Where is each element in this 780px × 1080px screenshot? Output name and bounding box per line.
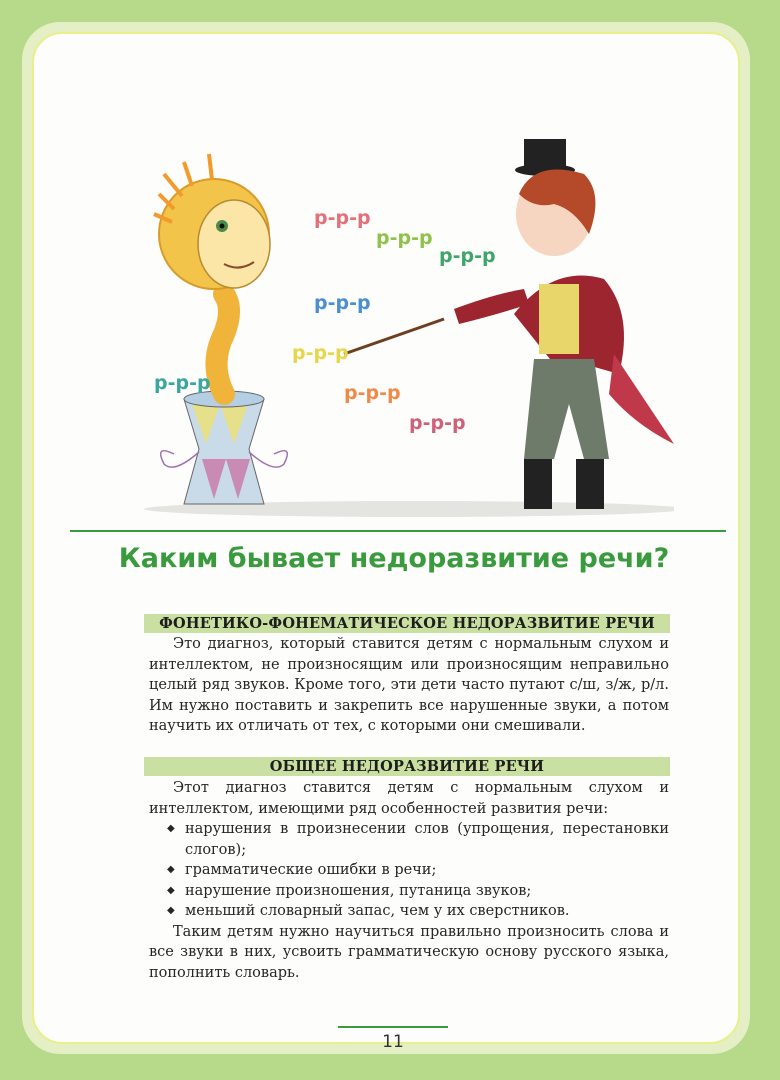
section-text-general [149, 778, 669, 983]
question-mark-character [154, 154, 270, 394]
section-text-phonetic [149, 634, 669, 737]
drum-pedestal [161, 391, 288, 504]
paragraph: Это диагноз, который ставится детям с нормальным слухом и интеллектом, не произносящим или произносящим неправильно целый ряд звуков. Кроме того, эти дети часто путают с/ш, з/ж, р/л. Им нужно поставить и закрепить все нарушенные звуки, а потом научить их отличать от тех, с которыми они смешивали. [149, 636, 669, 734]
paragraph: Этот диагноз ставится детям с нормальным слухом и интеллектом, имеющими ряд особенностей развития речи: [149, 780, 669, 817]
page-sheet [32, 32, 740, 1052]
page-number: 11 [382, 1032, 404, 1052]
list-item: ◆ нарушение произношения, путаница звуков; [185, 881, 669, 902]
section-heading-phonetic: ФОНЕТИКО-ФОНЕМАТИЧЕСКОЕ НЕДОРАЗВИТИЕ РЕЧИ [144, 614, 670, 633]
sound-text: р-р-р [314, 292, 371, 314]
sound-text: р-р-р [154, 372, 211, 394]
bullet-list [149, 819, 669, 922]
paragraph: Таким детям нужно научиться правильно произносить слова и все звуки в них, усвоить грамматическую основу русского языка, пополнить словарь. [149, 923, 669, 981]
page-title: Каким бывает недоразвитие речи? [118, 543, 670, 574]
sound-text: р-р-р [344, 382, 401, 404]
sound-text: р-р-р [314, 207, 371, 229]
ringmaster-character [344, 139, 674, 509]
list-item: ◆ нарушения в произнесении слов (упрощения, перестановки слогов); [185, 819, 669, 860]
section-heading-general: ОБЩЕЕ НЕДОРАЗВИТИЕ РЕЧИ [144, 757, 670, 776]
divider [70, 530, 726, 532]
sound-text: р-р-р [409, 412, 466, 434]
sound-text: р-р-р [292, 342, 349, 364]
list-item: ◆ меньший словарный запас, чем у их сверстников. [185, 901, 669, 922]
circus-illustration [114, 114, 674, 524]
sound-text: р-р-р [439, 245, 496, 267]
page-frame [22, 22, 750, 1054]
list-item: ◆ грамматические ошибки в речи; [185, 860, 669, 881]
sound-text: р-р-р [376, 227, 433, 249]
page-number-rule [338, 1026, 448, 1028]
